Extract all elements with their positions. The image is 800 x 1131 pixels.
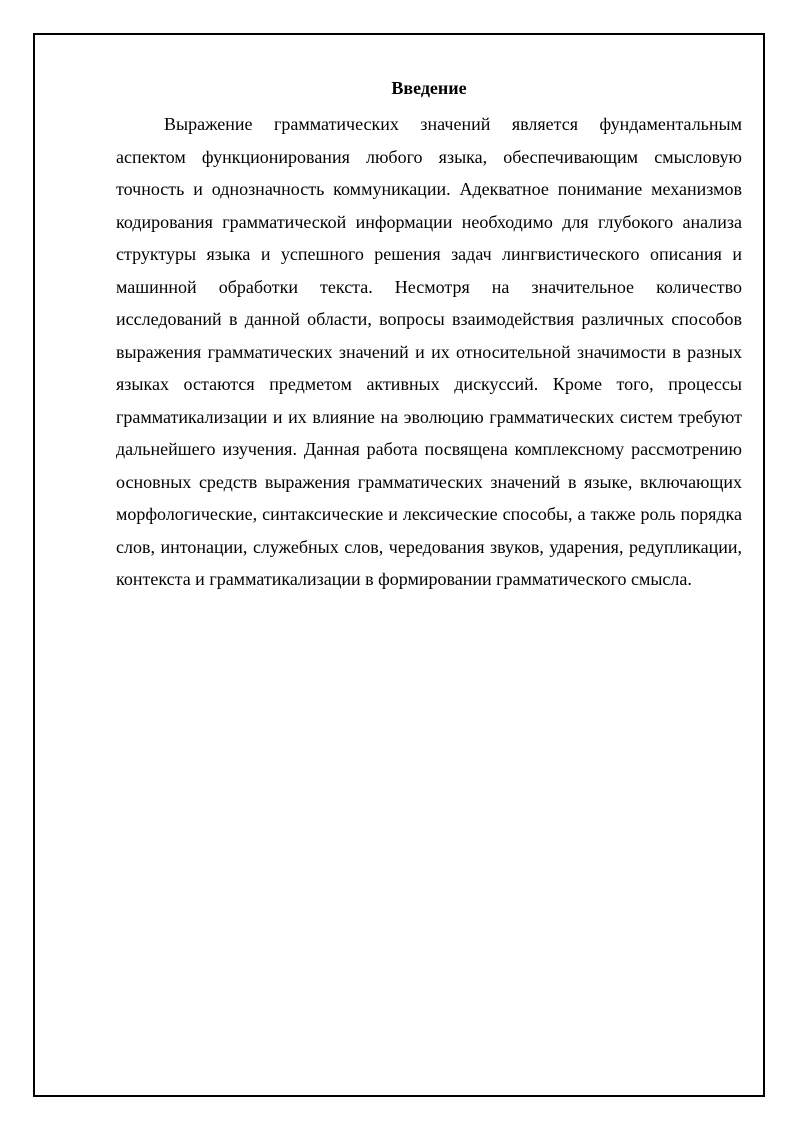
intro-paragraph: Выражение грамматических значений является фундаментальным аспектом функционирования любого языка, обеспечивающим смысловую точность и однозначность коммуникации. Адекватное понимание механизмов кодирования грамматической информации необходимо для глубокого анализа структуры языка и успешного решения задач лингвистического описания и машинной обработки текста. Несмотря на значительное количество исследований в данной области, вопросы взаимодействия различных способов выражения грамматических значений и их относительной значимости в разных языках остаются предметом активных дискуссий. Кроме того, процессы грамматикализации и их влияние на эволюцию грамматических систем требуют дальнейшего изучения. Данная работа посвящена комплексному рассмотрению основных средств выражения грамматических значений в языке, включающих морфологические, синтаксические и лексические способы, а также роль порядка слов, интонации, служебных слов, чередования звуков, ударения, редупликации, контекста и грамматикализации в формировании грамматического смысла. bbox=[116, 114, 742, 589]
section-title: Введение bbox=[391, 78, 467, 98]
document-body bbox=[116, 74, 742, 596]
